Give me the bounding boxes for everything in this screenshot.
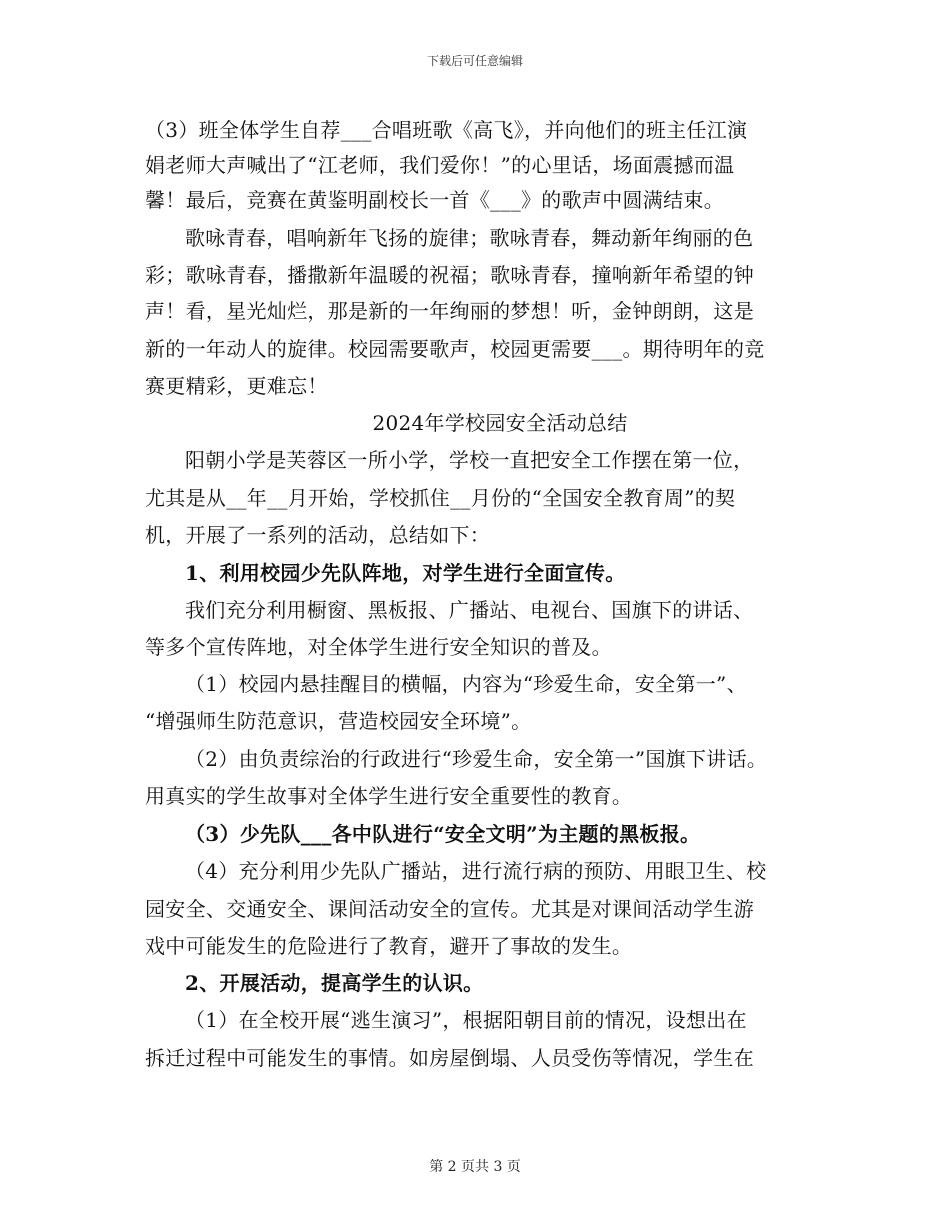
paragraph-line: 歌咏青春，唱响新年飞扬的旋律；歌咏青春，舞动新年绚丽的色 [185, 226, 754, 250]
paragraph-line: 娟老师大声喊出了“江老师，我们爱你！”的心里话，场面震撼而温 [145, 153, 735, 177]
paragraph-line: “增强师生防范意识，营造校园安全环境”。 [145, 709, 532, 733]
paragraph-line: 馨！最后，竞赛在黄鉴明副校长一首《___》的歌声中圆满结束。 [145, 188, 724, 212]
paragraph-line: （2）由负责综治的行政进行“珍爱生命，安全第一”国旗下讲话。 [185, 747, 768, 771]
paragraph-line: （4）充分利用少先队广播站，进行流行病的预防、用眼卫生、校 [185, 859, 767, 883]
paragraph-line: （1）校园内悬挂醒目的横幅，内容为“珍爱生命，安全第一”、 [185, 672, 747, 696]
paragraph-line: 园安全、交通安全、课间活动安全的宣传。尤其是对课间活动学生游 [145, 897, 754, 921]
page-footer: 第 2 页共 3 页 [429, 1159, 521, 1175]
paragraph-line: 用真实的学生故事对全体学生进行安全重要性的教育。 [145, 784, 633, 808]
paragraph-line: 机，开展了一系列的活动，总结如下： [145, 523, 491, 547]
paragraph-line: 等多个宣传阵地，对全体学生进行安全知识的普及。 [145, 635, 612, 659]
paragraph-line: 彩；歌咏青春，播撒新年温暖的祝福；歌咏青春，撞响新年希望的钟 [145, 263, 754, 287]
paragraph-line: 新的一年动人的旋律。校园需要歌声，校园更需要___。期待明年的竞 [145, 337, 765, 361]
paragraph-line: 尤其是从__年__月开始，学校抓住__月份的“全国安全教育周”的契 [145, 486, 736, 510]
paragraph-line: 声！看，星光灿烂，那是新的一年绚丽的梦想！听，金钟朗朗，这是 [145, 299, 754, 323]
paragraph-line: 拆迁过程中可能发生的事情。如房屋倒塌、人员受伤等情况，学生在 [145, 1046, 754, 1070]
paragraph-line: 阳朝小学是芙蓉区一所小学，学校一直把安全工作摆在第一位， [185, 448, 754, 472]
section-title: 2024年学校园安全活动总结 [372, 411, 628, 435]
paragraph-line: （1）在全校开展“逃生演习”，根据阳朝目前的情况，设想出在 [185, 1008, 747, 1032]
subheading: （3）少先队___各中队进行“安全文明”为主题的黑板报。 [185, 822, 701, 846]
paragraph-line: 戏中可能发生的危险进行了教育，避开了事故的发生。 [145, 934, 633, 958]
paragraph-line: 赛更精彩，更难忘！ [145, 374, 328, 398]
paragraph-line: 我们充分利用橱窗、黑板报、广播站、电视台、国旗下的讲话、 [185, 598, 754, 622]
page-header: 下载后可任意编辑 [426, 54, 523, 68]
paragraph-line: （3）班全体学生自荐___合唱班歌《高飞》，并向他们的班主任江演 [145, 118, 748, 142]
subheading: 1、利用校园少先队阵地，对学生进行全面宣传。 [185, 561, 626, 585]
subheading: 2、开展活动，提高学生的认识。 [185, 971, 484, 995]
